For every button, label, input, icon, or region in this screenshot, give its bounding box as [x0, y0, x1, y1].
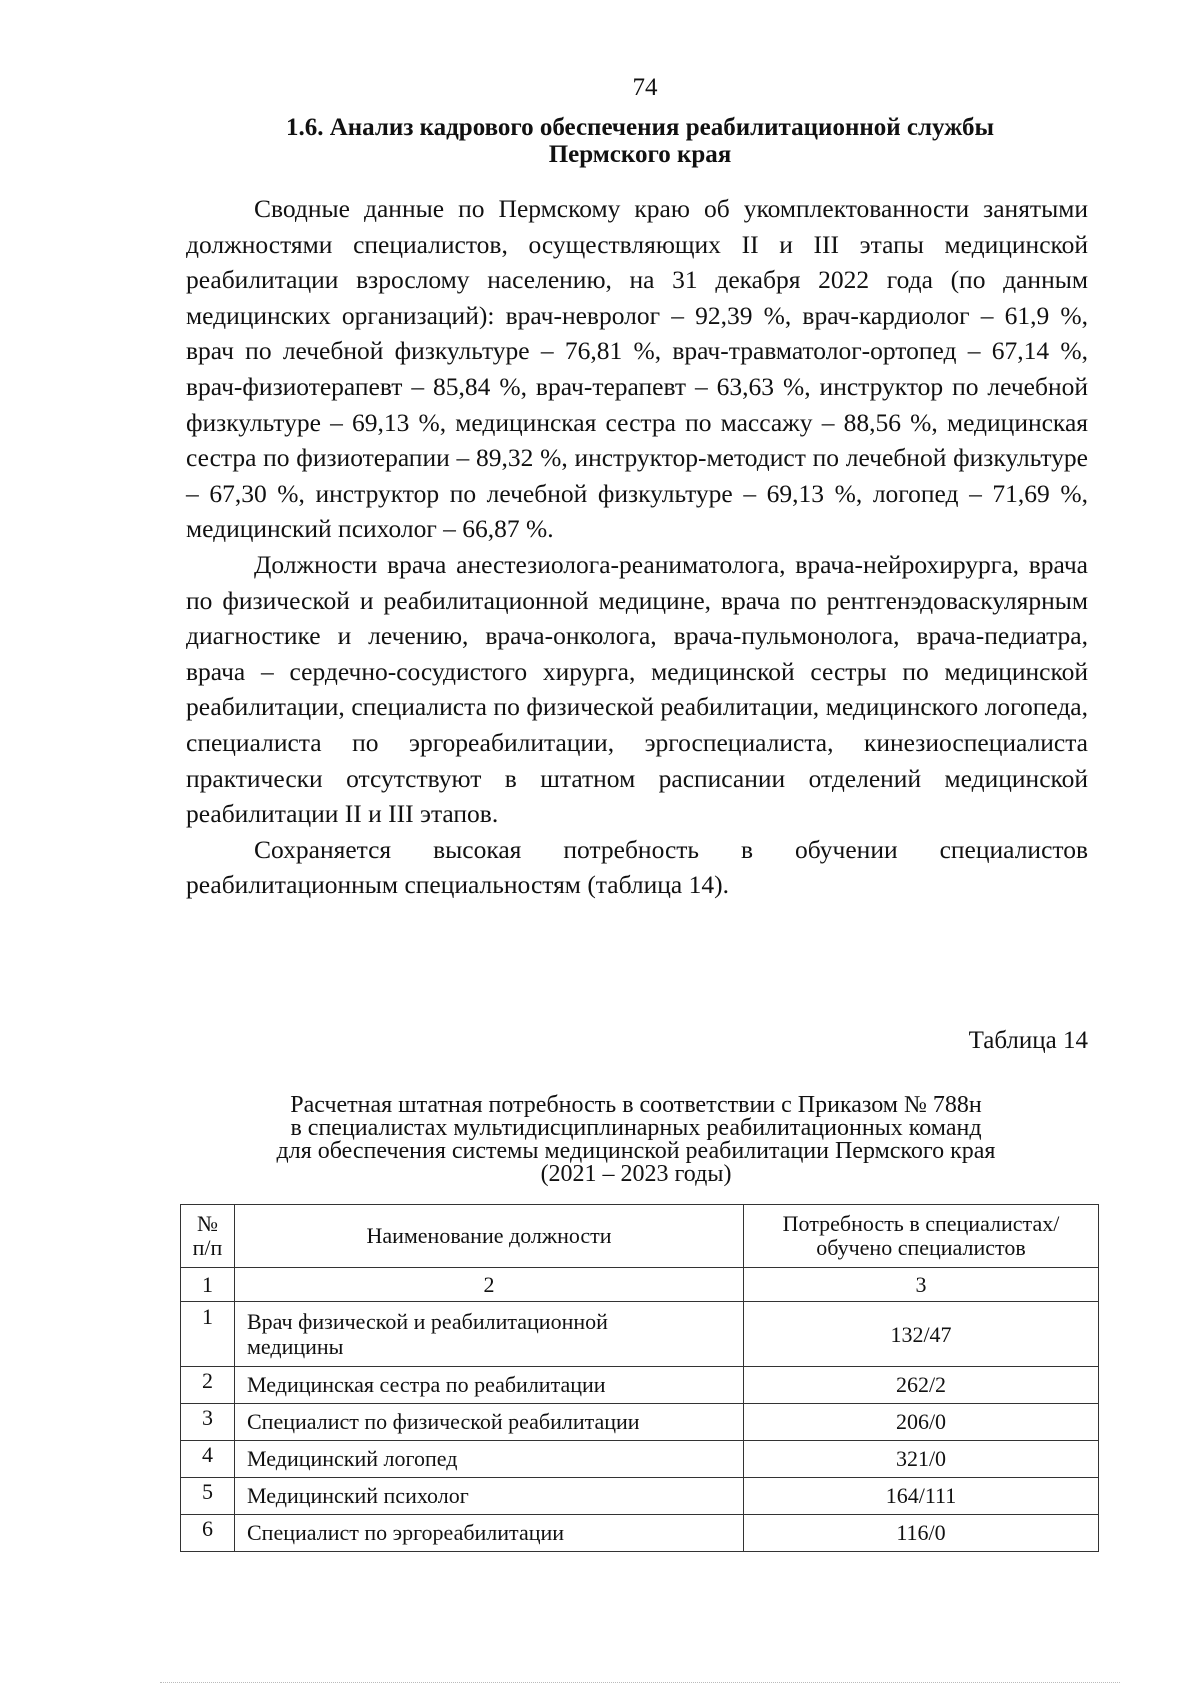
section-heading-line-1: 1.6. Анализ кадрового обеспечения реабилитационной службы — [285, 114, 995, 141]
row-position-cell: Специалист по физической реабилитации — [235, 1404, 744, 1441]
column-index-cell: 2 — [235, 1268, 744, 1302]
row-need-cell: 321/0 — [744, 1441, 1099, 1478]
row-position-line-2: медицины — [247, 1334, 344, 1359]
scan-bottom-edge — [160, 1682, 1120, 1683]
paragraph-missing-positions: Должности врача анестезиолога-реаниматолога, врача-нейрохирурга, врача по физической и реабилитационной медицине, врача по рентгенэдоваскулярным диагностике и лечению, врача-онколога, врача-пульмонолога, врача-педиатра, врача – сердечно-сосудистого хирурга, медицинской сестры по медицинской реабилитации, специалиста по физической реабилитации, медицинского логопеда, специалиста по эргореабилитации, эргоспециалиста, кинезиоспециалиста практически отсутствуют в штатном расписании отделений медицинской реабилитации II и III этапов. — [186, 549, 1088, 829]
row-number-cell: 2 — [181, 1367, 235, 1404]
header-number-line-2: п/п — [192, 1235, 223, 1260]
table-caption-line-3: для обеспечения системы медицинской реабилитации Пермского края — [276, 1138, 996, 1164]
row-position-cell: Медицинская сестра по реабилитации — [235, 1367, 744, 1404]
row-number-cell: 4 — [181, 1441, 235, 1478]
row-need-cell: 116/0 — [744, 1515, 1099, 1552]
row-number-cell: 6 — [181, 1515, 235, 1552]
table-row — [181, 1367, 1099, 1404]
paragraph-training-need: Сохраняется высокая потребность в обучении специалистов реабилитационным специальностям (таблица 14). — [186, 834, 1088, 900]
column-index-cell: 1 — [181, 1268, 235, 1302]
row-position-line-1: Врач физической и реабилитационной — [247, 1309, 608, 1334]
header-number-line-1: № — [197, 1211, 218, 1236]
row-number-cell: 1 — [181, 1302, 235, 1367]
table-caption-line-1: Расчетная штатная потребность в соответствии с Приказом № 788н — [290, 1092, 982, 1118]
paragraph-staffing-summary: Сводные данные по Пермскому краю об укомплектованности занятыми должностями специалистов, осуществляющих II и III этапы медицинской реабилитации взрослому населению, на 31 декабря 2022 года (по данным медицинских организаций): врач-невролог – 92,39 %, врач-кардиолог – 61,9 %, врач по лечебной физкультуре – 76,81 %, врач-травматолог-ортопед – 67,14 %, врач-физиотерапевт – 85,84 %, врач-терапевт – 63,63 %, инструктор по лечебной физкультуре – 69,13 %, медицинская сестра по массажу – 88,56 %, медицинская сестра по физиотерапии – 89,32 %, инструктор-методист по лечебной физкультуре – 67,30 %, инструктор по лечебной физкультуре – 69,13 %, логопед – 71,69 %, медицинский психолог – 66,87 %. — [186, 194, 1088, 544]
table-caption — [176, 1094, 1096, 1186]
row-number-cell: 3 — [181, 1404, 235, 1441]
table-row — [181, 1515, 1099, 1552]
header-need-line-2: обучено специалистов — [816, 1235, 1026, 1260]
table-number-label: Таблица 14 — [968, 1027, 1088, 1054]
row-number-cell: 5 — [181, 1478, 235, 1515]
column-index-row — [181, 1268, 1099, 1302]
row-position-cell — [235, 1302, 744, 1367]
table-row — [181, 1441, 1099, 1478]
row-position-cell: Медицинский психолог — [235, 1478, 744, 1515]
header-need-trained — [744, 1205, 1099, 1268]
section-heading-line-2: Пермского края — [548, 141, 732, 168]
header-number — [181, 1205, 235, 1268]
table-caption-line-2: в специалистах мультидисциплинарных реабилитационных команд — [290, 1115, 982, 1141]
header-need-line-1: Потребность в специалистах/ — [782, 1211, 1060, 1236]
table-row — [181, 1302, 1099, 1367]
section-heading — [180, 114, 1100, 168]
page-number: 74 — [632, 74, 658, 101]
row-need-cell: 206/0 — [744, 1404, 1099, 1441]
body-text — [186, 191, 1088, 903]
row-need-cell: 132/47 — [744, 1302, 1099, 1367]
row-position-cell: Специалист по эргореабилитации — [235, 1515, 744, 1552]
row-need-cell: 262/2 — [744, 1367, 1099, 1404]
column-index-cell: 3 — [744, 1268, 1099, 1302]
staffing-needs-table — [180, 1204, 1099, 1552]
table-row — [181, 1404, 1099, 1441]
row-need-cell: 164/111 — [744, 1478, 1099, 1515]
table-row — [181, 1478, 1099, 1515]
table-caption-line-4: (2021 – 2023 годы) — [540, 1161, 732, 1187]
table-header-row — [181, 1205, 1099, 1268]
header-position-name: Наименование должности — [235, 1205, 744, 1268]
row-position-cell: Медицинский логопед — [235, 1441, 744, 1478]
